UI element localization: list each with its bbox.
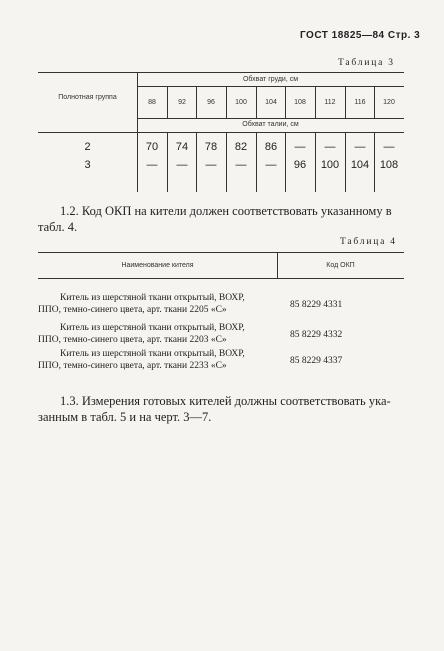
- waist-value: —: [354, 141, 366, 153]
- waist-value: —: [324, 141, 336, 153]
- waist-value: 82: [234, 141, 248, 153]
- waist-value: 104: [350, 159, 370, 171]
- table3-caption: Таблица 3: [338, 58, 395, 68]
- chest-header: Обхват груди, см: [242, 76, 299, 83]
- waist-value: —: [235, 159, 247, 171]
- table4-col1-header: Наименование кителя: [121, 262, 194, 269]
- table4-caption: Таблица 4: [340, 237, 397, 247]
- waist-value: 96: [293, 159, 307, 171]
- table3-row-group: 3: [84, 159, 91, 171]
- waist-value: —: [265, 159, 277, 171]
- waist-value: 78: [204, 141, 218, 153]
- chest-size: 116: [354, 99, 366, 106]
- group-header: Полнотная группа: [58, 94, 117, 101]
- waist-value: 74: [175, 141, 189, 153]
- table4-col2-header: Код ОКП: [326, 262, 355, 269]
- waist-header: Обхват талии, см: [242, 121, 299, 128]
- waist-value: —: [176, 159, 188, 171]
- chest-size: 104: [265, 99, 277, 106]
- chest-size: 100: [235, 99, 247, 106]
- table3-row-group: 2: [84, 141, 91, 153]
- waist-value: 100: [320, 159, 340, 171]
- chest-size: 88: [148, 99, 156, 106]
- waist-value: —: [146, 159, 158, 171]
- waist-value: 108: [379, 159, 399, 171]
- chest-size: 112: [324, 99, 336, 106]
- waist-value: —: [205, 159, 217, 171]
- chest-size: 92: [178, 99, 186, 106]
- waist-value: 70: [145, 141, 159, 153]
- chest-size: 120: [383, 99, 395, 106]
- chest-size: 108: [294, 99, 306, 106]
- chest-size: 96: [207, 99, 215, 106]
- waist-value: —: [294, 141, 306, 153]
- page-header: ГОСТ 18825—84 Стр. 3: [300, 30, 421, 41]
- waist-value: —: [383, 141, 395, 153]
- waist-value: 86: [264, 141, 278, 153]
